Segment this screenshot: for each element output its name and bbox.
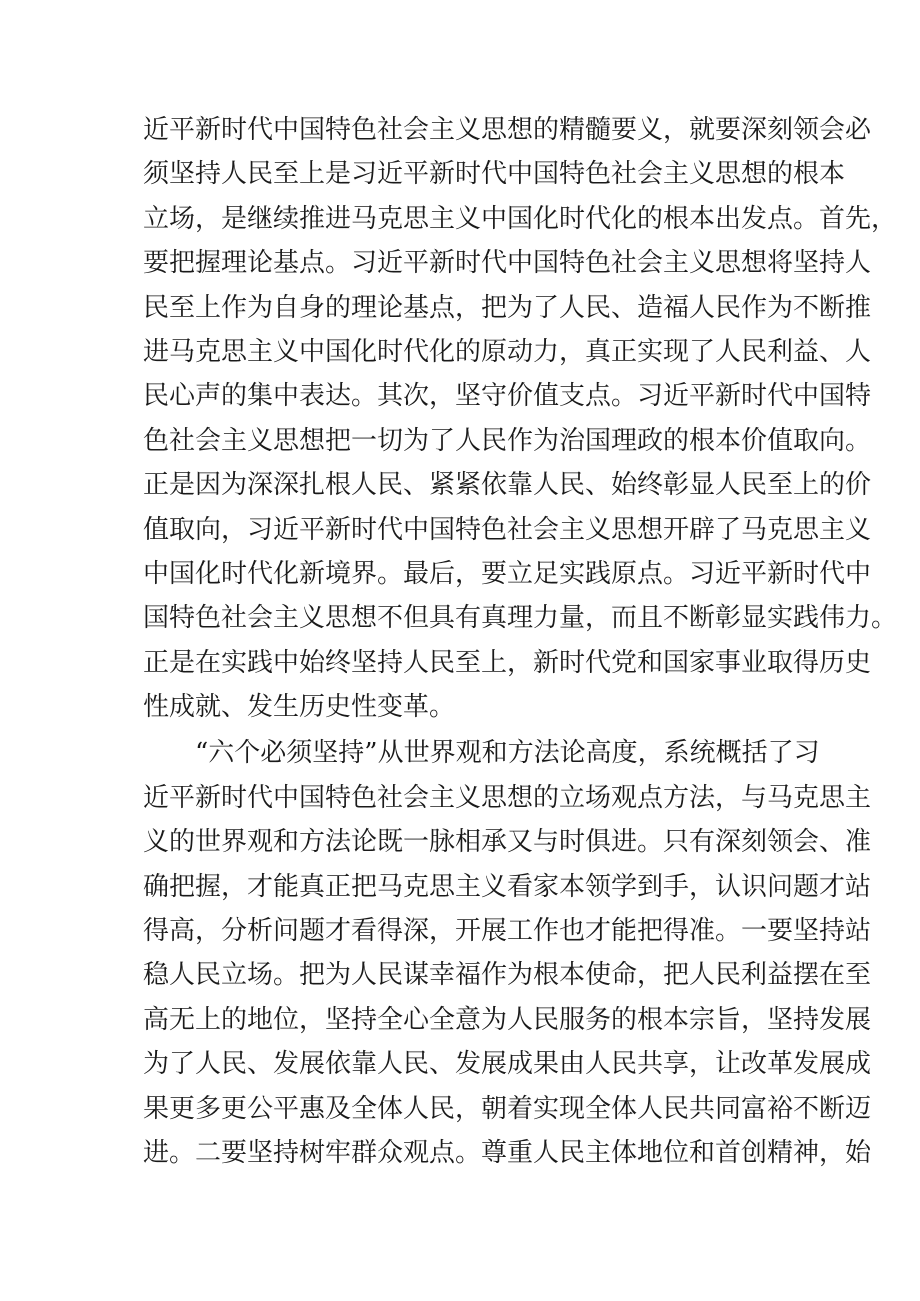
text-line: 稳人民立场。把为人民谋幸福作为根本使命，把人民利益摆在至 [143,960,872,991]
text-line: 立场，是继续推进马克思主义中国化时代化的根本出发点。首先， [143,203,898,234]
text-line: 进马克思主义中国化时代化的原动力，真正实现了人民利益、人 [143,336,872,367]
text-line: 为了人民、发展依靠人民、发展成果由人民共享，让改革发展成 [143,1049,872,1080]
text-line: 确把握，才能真正把马克思主义看家本领学到手，认识问题才站 [143,871,872,902]
text-line: “六个必须坚持”从世界观和方法论高度，系统概括了习 [195,738,820,769]
text-line: 近平新时代中国特色社会主义思想的立场观点方法，与马克思主 [143,782,872,813]
text-line: 色社会主义思想把一切为了人民作为治国理政的根本价值取向。 [143,425,872,456]
text-line: 国特色社会主义思想不但具有真理力量，而且不断彰显实践伟力。 [143,603,898,634]
text-line: 民至上作为自身的理论基点，把为了人民、造福人民作为不断推 [143,292,872,323]
text-line: 中国化时代化新境界。最后，要立足实践原点。习近平新时代中 [143,558,872,589]
text-line: 须坚持人民至上是习近平新时代中国特色社会主义思想的根本 [143,159,846,190]
text-line: 正是在实践中始终坚持人民至上，新时代党和国家事业取得历史 [143,647,872,678]
text-line: 要把握理论基点。习近平新时代中国特色社会主义思想将坚持人 [143,248,872,279]
text-line: 近平新时代中国特色社会主义思想的精髓要义，就要深刻领会必 [143,115,872,145]
body-text [143,108,898,1175]
text-line: 果更多更公平惠及全体人民，朝着实现全体人民共同富裕不断迈 [143,1093,872,1124]
text-line: 值取向，习近平新时代中国特色社会主义思想开辟了马克思主义 [143,514,872,545]
text-line: 正是因为深深扎根人民、紧紧依靠人民、始终彰显人民至上的价 [143,470,872,501]
text-line: 高无上的地位，坚持全心全意为人民服务的根本宗旨，坚持发展 [143,1004,872,1035]
text-line: 进。二要坚持树牢群众观点。尊重人民主体地位和首创精神，始 [143,1137,872,1168]
paragraph-1 [143,108,898,729]
text-line: 民心声的集中表达。其次，坚守价值支点。习近平新时代中国特 [143,381,872,412]
paragraph-2 [143,731,872,1175]
text-line: 性成就、发生历史性变革。 [143,692,456,723]
text-line: 得高，分析问题才看得深，开展工作也才能把得准。一要坚持站 [143,916,872,947]
text-line: 义的世界观和方法论既一脉相承又与时俱进。只有深刻领会、准 [143,827,872,858]
